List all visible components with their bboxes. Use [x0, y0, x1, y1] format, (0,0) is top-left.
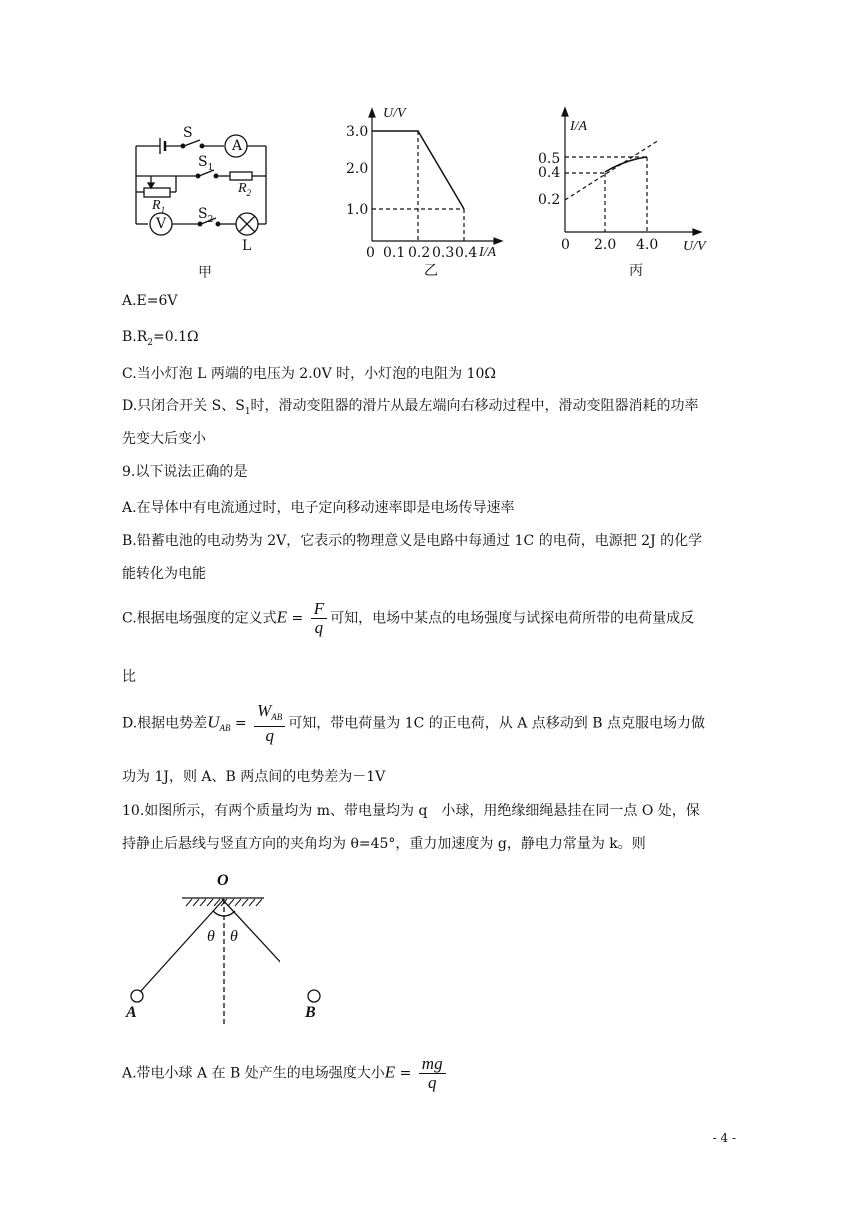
- q8-option-b: $B.R_2=0.1\Omega$: [122, 329, 199, 348]
- yi-xtick-1: 0.1: [383, 245, 406, 261]
- q10-option-a: A.带电小球 A 在 B 处产生的电场强度大小E = $\frac{mg}{q}$: [122, 1055, 449, 1092]
- yi-xtick-2: 0.2: [408, 245, 431, 261]
- pendulum-label-o: O: [217, 872, 229, 889]
- ball-a: [131, 990, 143, 1002]
- q9-option-c: C.根据电场强度的定义式E = $\frac{F}{q}$ 可知，电场中某点的电场强度与试探电荷所带的电荷量成反: [122, 599, 695, 637]
- q8-option-d-cont: 先变大后变小: [122, 431, 206, 447]
- yi-ylabel: U/V: [383, 106, 406, 121]
- lamp-label: L: [242, 238, 252, 254]
- yi-xlabel: I/A: [479, 245, 497, 260]
- bing-ytick-05: 0.5: [538, 151, 561, 167]
- q9-option-c-cont: 比: [122, 669, 136, 685]
- q8-option-c: C.当小灯泡 L 两端的电压为 2.0V 时，小灯泡的电阻为 10Ω: [122, 366, 497, 382]
- voltmeter-label: V: [156, 216, 167, 232]
- label-s1: $S_1$: [198, 154, 214, 173]
- q8-option-d: D.只闭合开关 S、$S_1$时，滑动变阻器的滑片从最左端向右移动过程中，滑动变阻器消耗的功率: [122, 398, 699, 417]
- pendulum-label-a: A: [126, 1004, 137, 1021]
- circuit-figure-jia: [118, 120, 278, 280]
- q9-option-b-cont: 能转化为电能: [122, 566, 206, 582]
- q8-option-a: A.E=6V: [122, 293, 178, 309]
- label-s: S: [183, 125, 193, 141]
- bing-xtick-0: 0: [561, 237, 570, 253]
- page-number: - 4 -: [712, 1131, 736, 1145]
- q9-stem: 9.以下说法正确的是: [122, 464, 248, 480]
- ball-b: [308, 990, 320, 1002]
- label-r1: $R_1$: [152, 198, 166, 215]
- q9-option-b: B.铅蓄电池的电动势为 2V，它表示的物理意义是电路中每通过 1C 的电荷，电源把 2J 的化学: [122, 533, 703, 549]
- pendulum-label-b: B: [305, 1004, 316, 1021]
- bing-ytick-04: 0.4: [538, 165, 561, 181]
- yi-ytick-1: 1.0: [346, 202, 369, 218]
- graph-bing-curve: [605, 157, 647, 172]
- bing-ylabel: I/A: [570, 119, 588, 134]
- q10-stem-1: 10.如图所示，有两个质量均为 m、带电量均为 q 小球，用绝缘细绳悬挂在同一点 O 处，保: [122, 803, 700, 819]
- ammeter-label: A: [232, 138, 243, 154]
- pendulum-figure: [120, 868, 280, 1028]
- label-r2: $R_2$: [238, 181, 252, 198]
- q9-option-a: A.在导体中有电流通过时，电子定向移动速率即是电场传导速率: [122, 500, 515, 516]
- yi-ytick-3: 3.0: [346, 124, 369, 140]
- label-s2: $S_2$: [198, 206, 214, 225]
- q9-option-d: D.根据电势差$U_{AB}$ = $\frac{W_{AB}}{q}$ 可知，带电荷量为 1C 的正电荷，从 A 点移动到 B 点克服电场力做: [122, 701, 705, 745]
- yi-xtick-4: 0.4: [455, 245, 478, 261]
- q10-stem-2: 持静止后悬线与竖直方向的夹角均为 θ=45°，重力加速度为 g，静电力常量为 k。则: [122, 836, 646, 852]
- pendulum-theta-right: θ: [230, 928, 238, 945]
- bing-xtick-2: 2.0: [594, 237, 617, 253]
- caption-bing: 丙: [629, 263, 643, 279]
- caption-yi: 乙: [424, 263, 438, 279]
- yi-ytick-2: 2.0: [346, 161, 369, 177]
- q9-option-d-cont: 功为 1J，则 A、B 两点间的电势差为－1V: [122, 769, 386, 785]
- bing-xtick-4: 4.0: [636, 237, 659, 253]
- yi-xtick-3: 0.3: [432, 245, 455, 261]
- pendulum-theta-left: θ: [207, 928, 215, 945]
- bing-ytick-02: 0.2: [538, 192, 561, 208]
- bing-xlabel: U/V: [683, 239, 706, 254]
- caption-jia: 甲: [198, 265, 212, 281]
- yi-xtick-0: 0: [366, 245, 375, 261]
